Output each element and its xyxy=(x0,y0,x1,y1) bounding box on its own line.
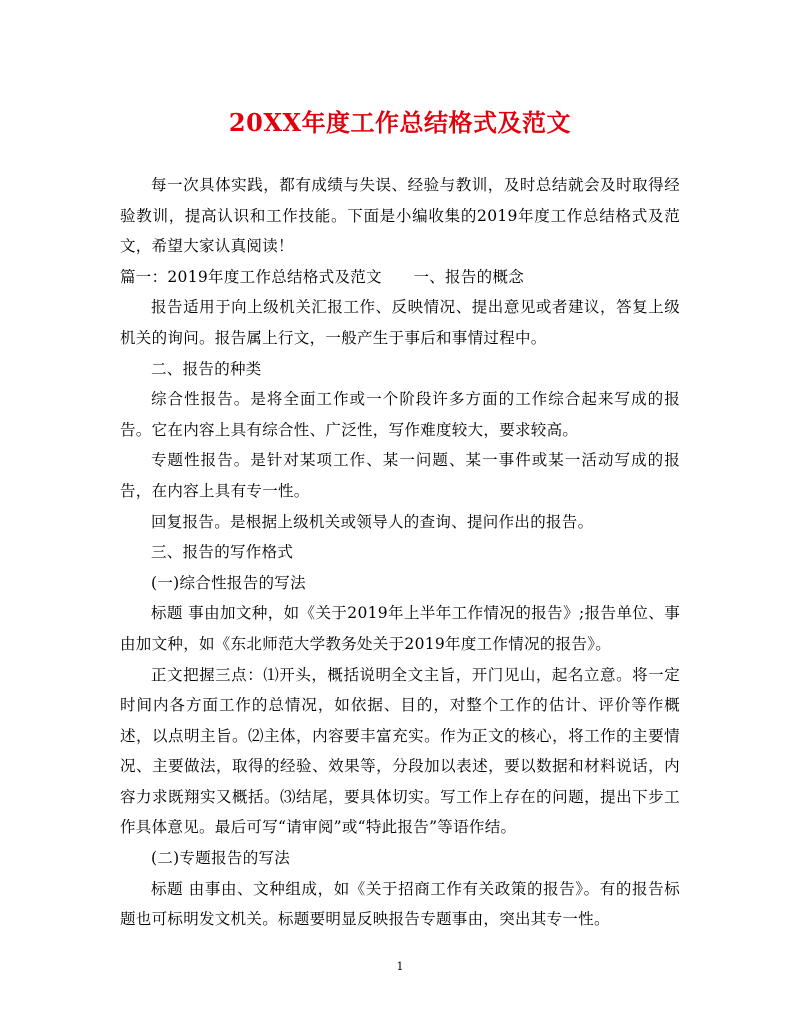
document-body xyxy=(120,170,680,935)
paragraph-report-concept: 报告适用于向上级机关汇报工作、反映情况、提出意见或者建议，答复上级机关的询问。报告属上行文，一般产生于事后和事情过程中。 xyxy=(120,298,680,347)
heading-report-types: 二、报告的种类 xyxy=(151,359,262,378)
paragraph-intro: 每一次具体实践，都有成绩与失误、经验与教训，及时总结就会及时取得经验教训，提高认识和工作技能。下面是小编收集的2019年度工作总结格式及范文，希望大家认真阅读！ xyxy=(120,176,680,256)
paragraph-comprehensive-report: 综合性报告。是将全面工作或一个阶段许多方面的工作综合起来写成的报告。它在内容上具有综合性、广泛性，写作难度较大，要求较高。 xyxy=(120,390,680,439)
paragraph-reply-report: 回复报告。是根据上级机关或领导人的查询、提问作出的报告。 xyxy=(151,512,594,531)
heading-special-writing: (二)专题报告的写法 xyxy=(151,849,291,868)
page-number: 1 xyxy=(396,960,404,973)
paragraph-body-format: 正文把握三点：⑴开头，概括说明全文主旨，开门见山，起名立意。将一定时间内各方面工作的总情况，如依据、目的，对整个工作的估计、评价等作概述，以点明主旨。⑵主体，内容要丰富充实。作为正文的核心，将工作的主要情况、主要做法，取得的经验、效果等，分段加以表述，要以数据和材料说话，内容力求既翔实又概括。⑶结尾，要具体切实。写工作上存在的问题，提出下步工作具体意见。最后可写“请审阅”或“特此报告”等语作结。 xyxy=(120,665,680,837)
heading-writing-format: 三、报告的写作格式 xyxy=(151,543,294,562)
heading-comprehensive-writing: (一)综合性报告的写法 xyxy=(151,573,306,592)
paragraph-title-format: 标题 事由加文种，如《关于2019年上半年工作情况的报告》;报告单位、事由加文种，如《东北师范大学教务处关于2019年度工作情况的报告》。 xyxy=(120,604,680,653)
page-title: 20XX年度工作总结格式及范文 xyxy=(228,108,572,137)
paragraph-special-report: 专题性报告。是针对某项工作、某一问题、某一事件或某一活动写成的报告，在内容上具有专一性。 xyxy=(120,451,680,500)
paragraph-section-heading: 篇一：2019年度工作总结格式及范文 一、报告的概念 xyxy=(120,267,525,286)
paragraph-special-title: 标题 由事由、文种组成，如《关于招商工作有关政策的报告》。有的报告标题也可标明发文机关。标题要明显反映报告专题事由，突出其专一性。 xyxy=(120,879,680,929)
